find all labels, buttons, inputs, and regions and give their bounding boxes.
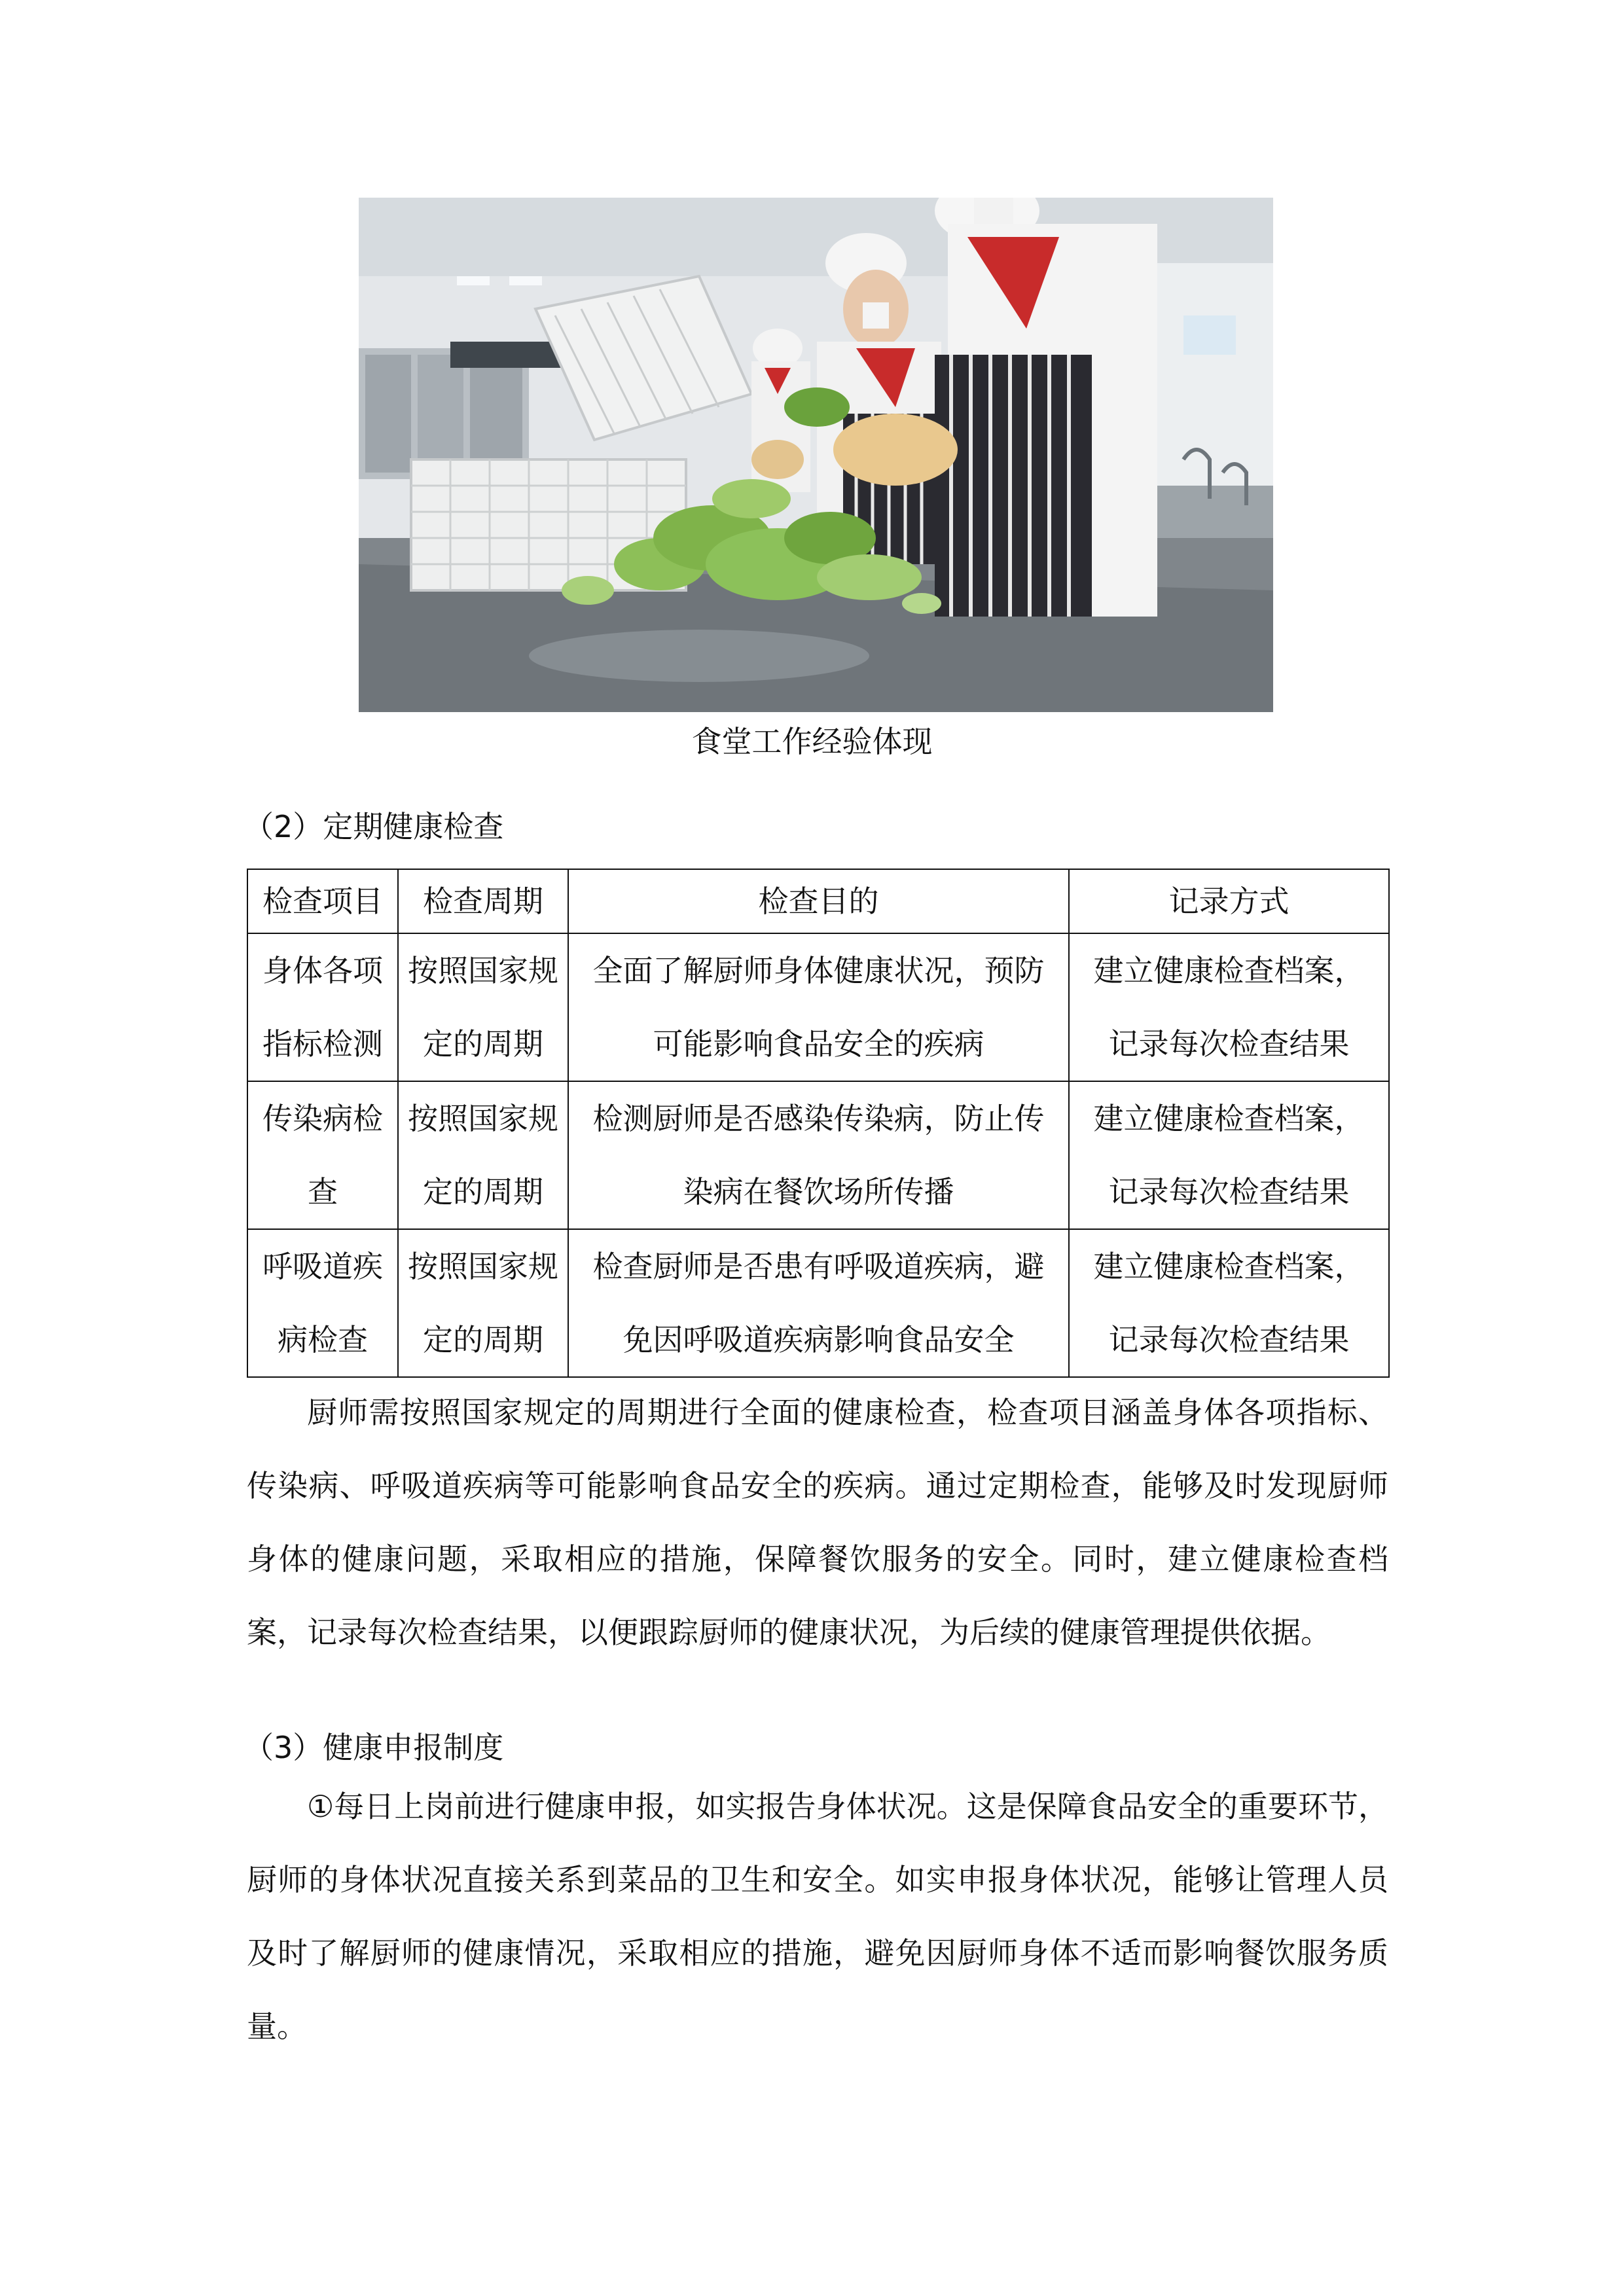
photo-caption: 食堂工作经验体现	[691, 724, 933, 759]
cell-line: 记录每次检查结果	[1108, 1322, 1350, 1357]
cell-cycle	[398, 1081, 568, 1229]
cell-line: 染病在餐饮场所传播	[683, 1174, 954, 1210]
cell-line: 按照国家规	[408, 953, 558, 988]
cell-line: 身体各项	[262, 953, 383, 988]
cell-line: 检查厨师是否患有呼吸道疾病，避	[592, 1249, 1045, 1284]
cell-line: 呼吸道疾	[262, 1249, 383, 1284]
cell-line: 定的周期	[423, 1026, 543, 1062]
cell-line: 定的周期	[423, 1174, 543, 1210]
cell-line: 记录每次检查结果	[1108, 1026, 1350, 1062]
cell-line: 建立健康检查档案，	[1093, 1249, 1365, 1284]
column-header-record: 记录方式	[1069, 869, 1389, 933]
cell-record	[1069, 1229, 1389, 1377]
column-header-item: 检查项目	[247, 869, 398, 933]
cell-line: 记录每次检查结果	[1108, 1174, 1350, 1210]
column-header-purpose: 检查目的	[568, 869, 1069, 933]
cell-cycle	[398, 933, 568, 1081]
cell-item	[247, 1229, 398, 1377]
kitchen-photo	[359, 198, 1273, 712]
cell-line: 按照国家规	[408, 1249, 558, 1284]
cell-purpose	[568, 1229, 1069, 1377]
cell-line: 定的周期	[423, 1322, 543, 1357]
health-check-paragraph: 厨师需按照国家规定的周期进行全面的健康检查，检查项目涵盖身体各项指标、传染病、呼吸道疾病等可能影响食品安全的疾病。通过定期检查，能够及时发现厨师身体的健康问题，采取相应的措施，保障餐饮服务的安全。同时，建立健康检查档案，记录每次检查结果，以便跟踪厨师的健康状况，为后续的健康管理提供依据。	[247, 1395, 1388, 1650]
section-heading-health-declaration: （3）健康申报制度	[244, 1730, 504, 1765]
cell-line: 可能影响食品安全的疾病	[653, 1026, 984, 1062]
cell-line: 建立健康检查档案，	[1093, 953, 1365, 988]
cell-line: 免因呼吸道疾病影响食品安全	[623, 1322, 1015, 1357]
table-row	[247, 933, 1389, 1081]
cell-item	[247, 1081, 398, 1229]
cell-item	[247, 933, 398, 1081]
cell-cycle	[398, 1229, 568, 1377]
cell-line: 全面了解厨师身体健康状况，预防	[592, 953, 1045, 988]
cell-line: 检测厨师是否感染传染病，防止传	[592, 1101, 1045, 1136]
column-header-cycle: 检查周期	[398, 869, 568, 933]
cell-line: 查	[308, 1174, 338, 1210]
cell-record	[1069, 933, 1389, 1081]
cell-line: 病检查	[278, 1322, 368, 1357]
table-header-row	[247, 869, 1389, 933]
section-heading-health-check: （2）定期健康检查	[244, 809, 504, 844]
health-check-table	[247, 869, 1390, 1378]
health-declaration-paragraph: ①每日上岗前进行健康申报，如实报告身体状况。这是保障食品安全的重要环节，厨师的身体状况直接关系到菜品的卫生和安全。如实申报身体状况，能够让管理人员及时了解厨师的健康情况，采取相应的措施，避免因厨师身体不适而影响餐饮服务质量。	[247, 1789, 1388, 2044]
cell-line: 指标检测	[262, 1026, 383, 1062]
cell-line: 按照国家规	[408, 1101, 558, 1136]
cell-record	[1069, 1081, 1389, 1229]
table-row	[247, 1229, 1389, 1377]
cell-purpose	[568, 1081, 1069, 1229]
table-row	[247, 1081, 1389, 1229]
cell-purpose	[568, 933, 1069, 1081]
cell-line: 建立健康检查档案，	[1093, 1101, 1365, 1136]
cell-line: 传染病检	[262, 1101, 383, 1136]
